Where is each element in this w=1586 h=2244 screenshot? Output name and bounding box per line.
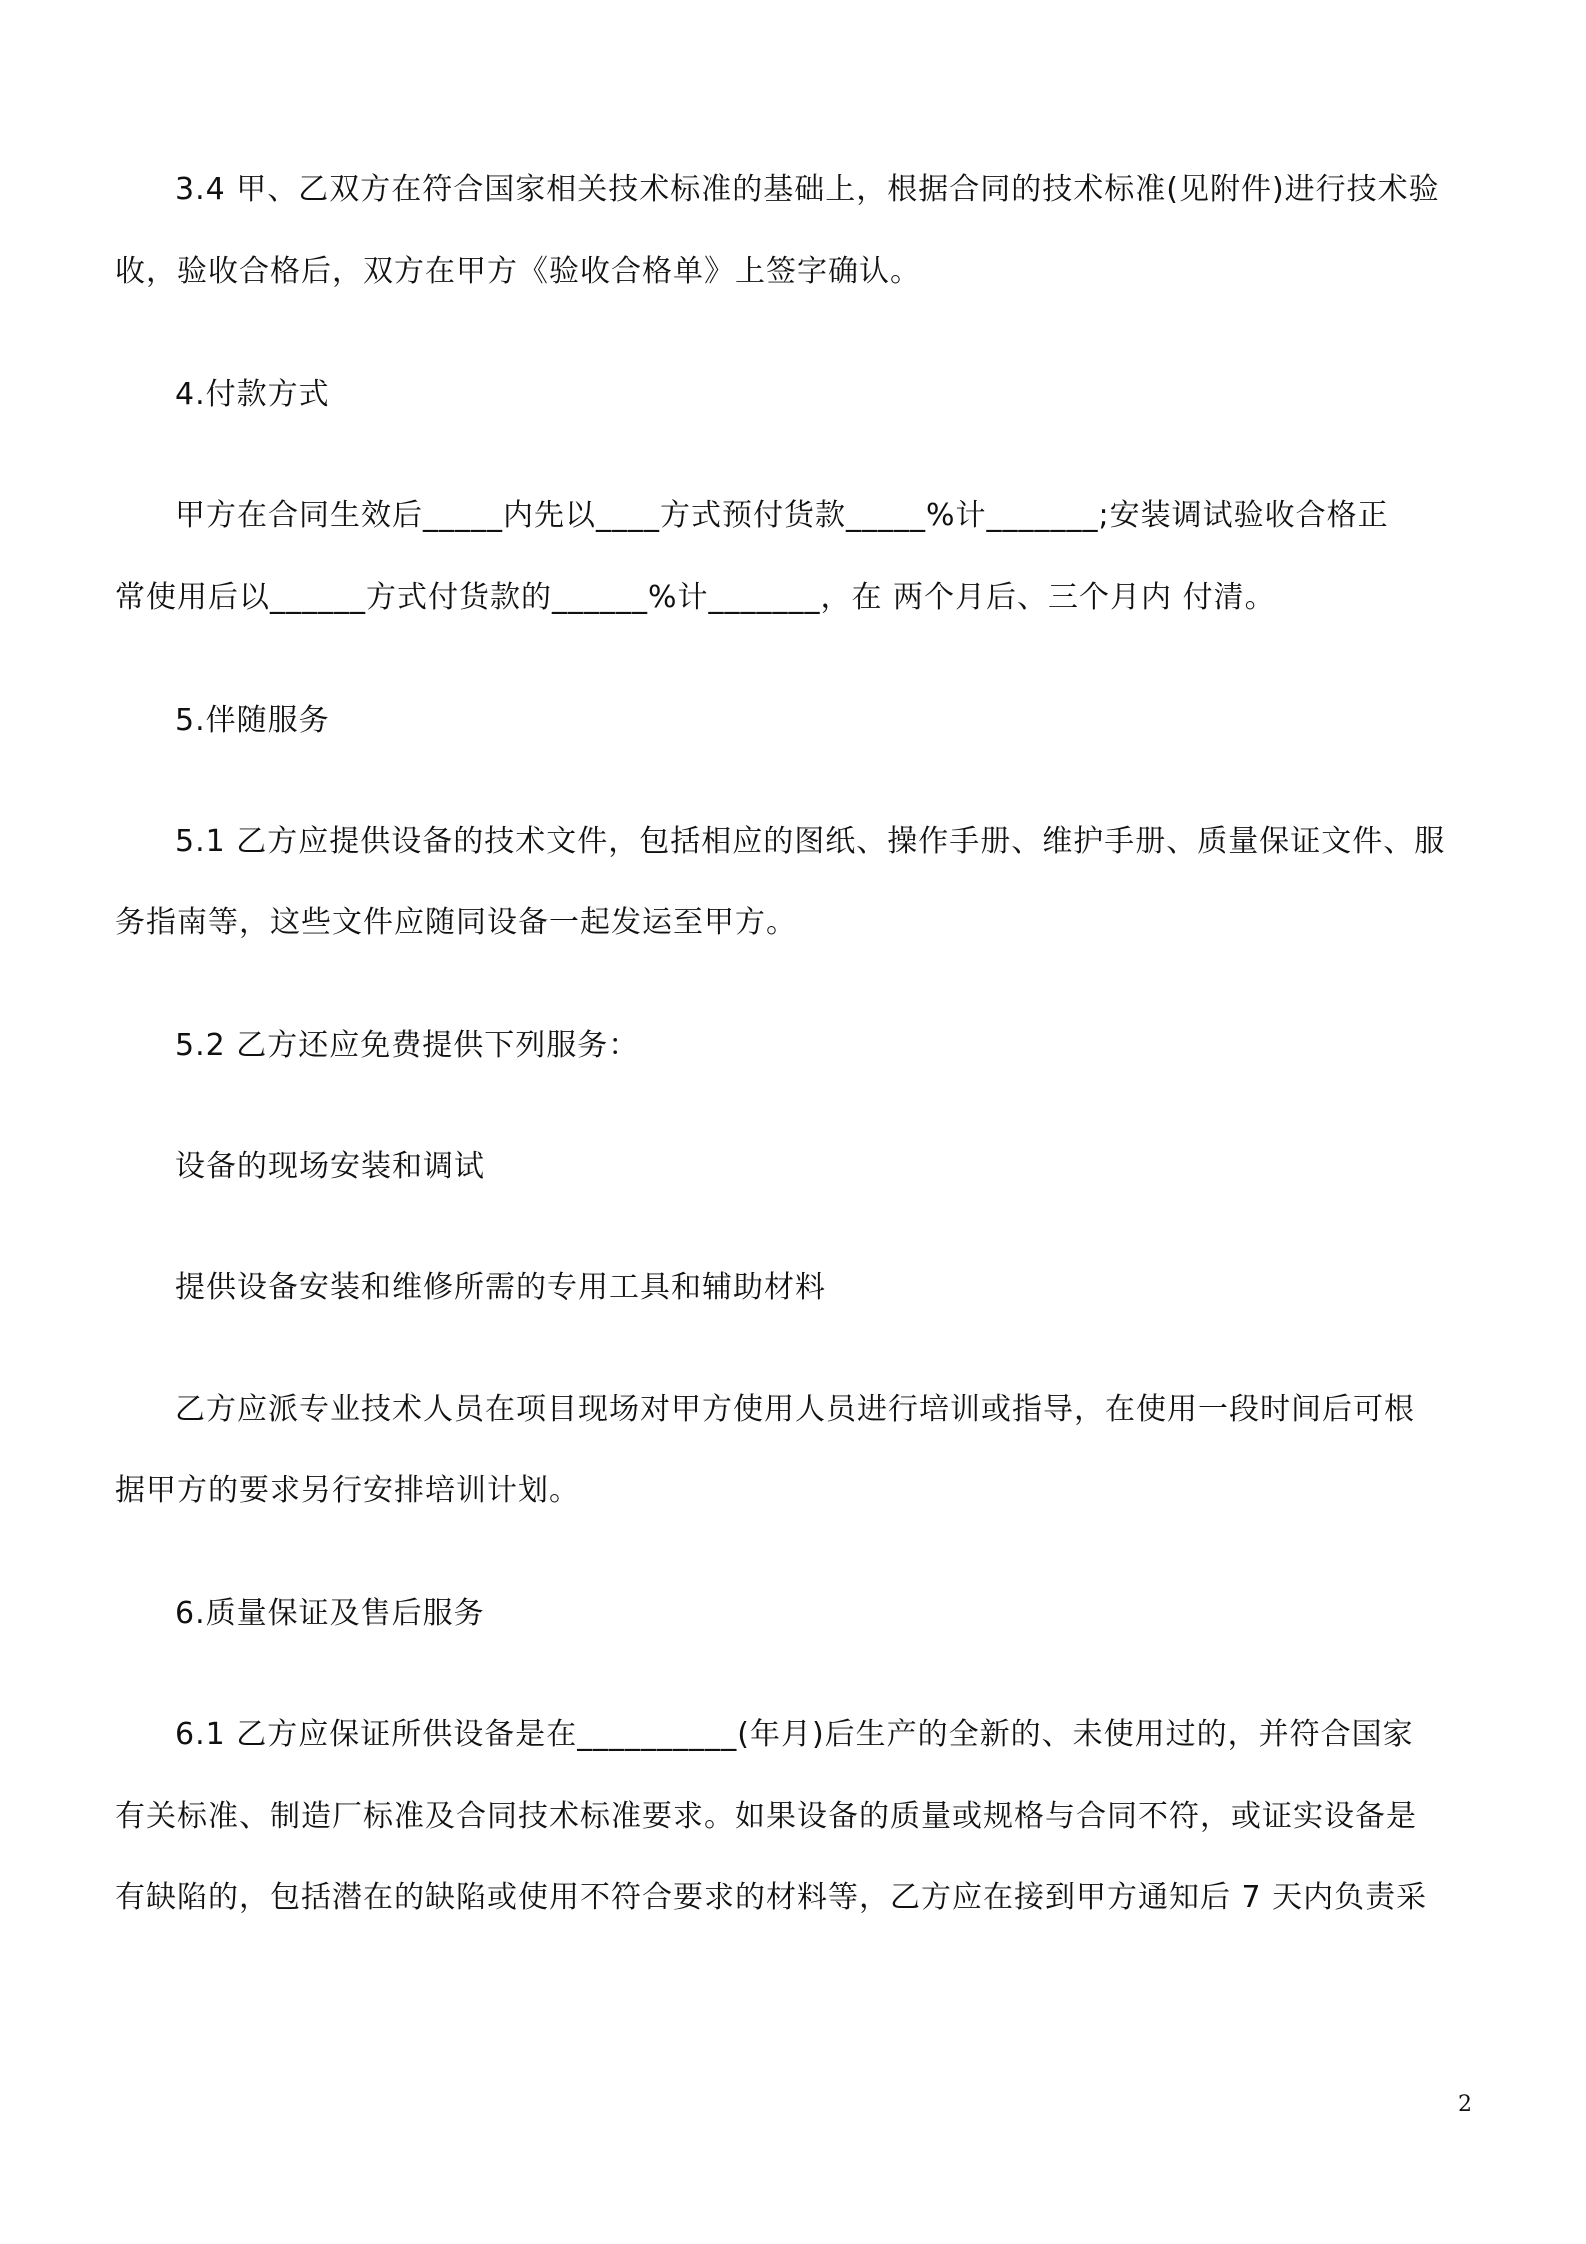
service-item-installation: 设备的现场安装和调试 (175, 1149, 485, 1184)
section-4-heading: 4.付款方式 (175, 377, 330, 412)
training-paragraph-line-2: 据甲方的要求另行安排培训计划。 (115, 1473, 580, 1508)
clause-6-1-line-3: 有缺陷的，包括潜在的缺陷或使用不符合要求的材料等，乙方应在接到甲方通知后 7 天内负责采 (115, 1880, 1428, 1915)
section-6-heading: 6.质量保证及售后服务 (175, 1596, 485, 1631)
training-paragraph-line-1: 乙方应派专业技术人员在项目现场对甲方使用人员进行培训或指导，在使用一段时间后可根 (175, 1392, 1415, 1427)
clause-3-4-line-2: 收，验收合格后，双方在甲方《验收合格单》上签字确认。 (115, 254, 921, 289)
section-5-heading: 5.伴随服务 (175, 703, 330, 738)
clause-5-2-heading: 5.2 乙方还应免费提供下列服务： (175, 1028, 640, 1063)
service-item-tools: 提供设备安装和维修所需的专用工具和辅助材料 (175, 1270, 826, 1305)
page-number: 2 (1458, 2092, 1472, 2117)
clause-5-1-line-2: 务指南等，这些文件应随同设备一起发运至甲方。 (115, 905, 797, 940)
clause-3-4-line-1: 3.4 甲、乙双方在符合国家相关技术标准的基础上，根据合同的技术标准(见附件)进行技术验 (175, 172, 1440, 207)
clause-6-1-line-1: 6.1 乙方应保证所供设备是在__________(年月)后生产的全新的、未使用过的，并符合国家 (175, 1717, 1414, 1752)
payment-terms-line-1: 甲方在合同生效后_____内先以____方式预付货款_____%计_______;安装调试验收合格正 (175, 498, 1389, 533)
clause-6-1-line-2: 有关标准、制造厂标准及合同技术标准要求。如果设备的质量或规格与合同不符，或证实设备是 (115, 1799, 1417, 1834)
clause-5-1-line-1: 5.1 乙方应提供设备的技术文件，包括相应的图纸、操作手册、维护手册、质量保证文件、服 (175, 824, 1446, 859)
payment-terms-line-2: 常使用后以______方式付货款的______%计_______，在 两个月后、三个月内 付清。 (115, 580, 1276, 615)
